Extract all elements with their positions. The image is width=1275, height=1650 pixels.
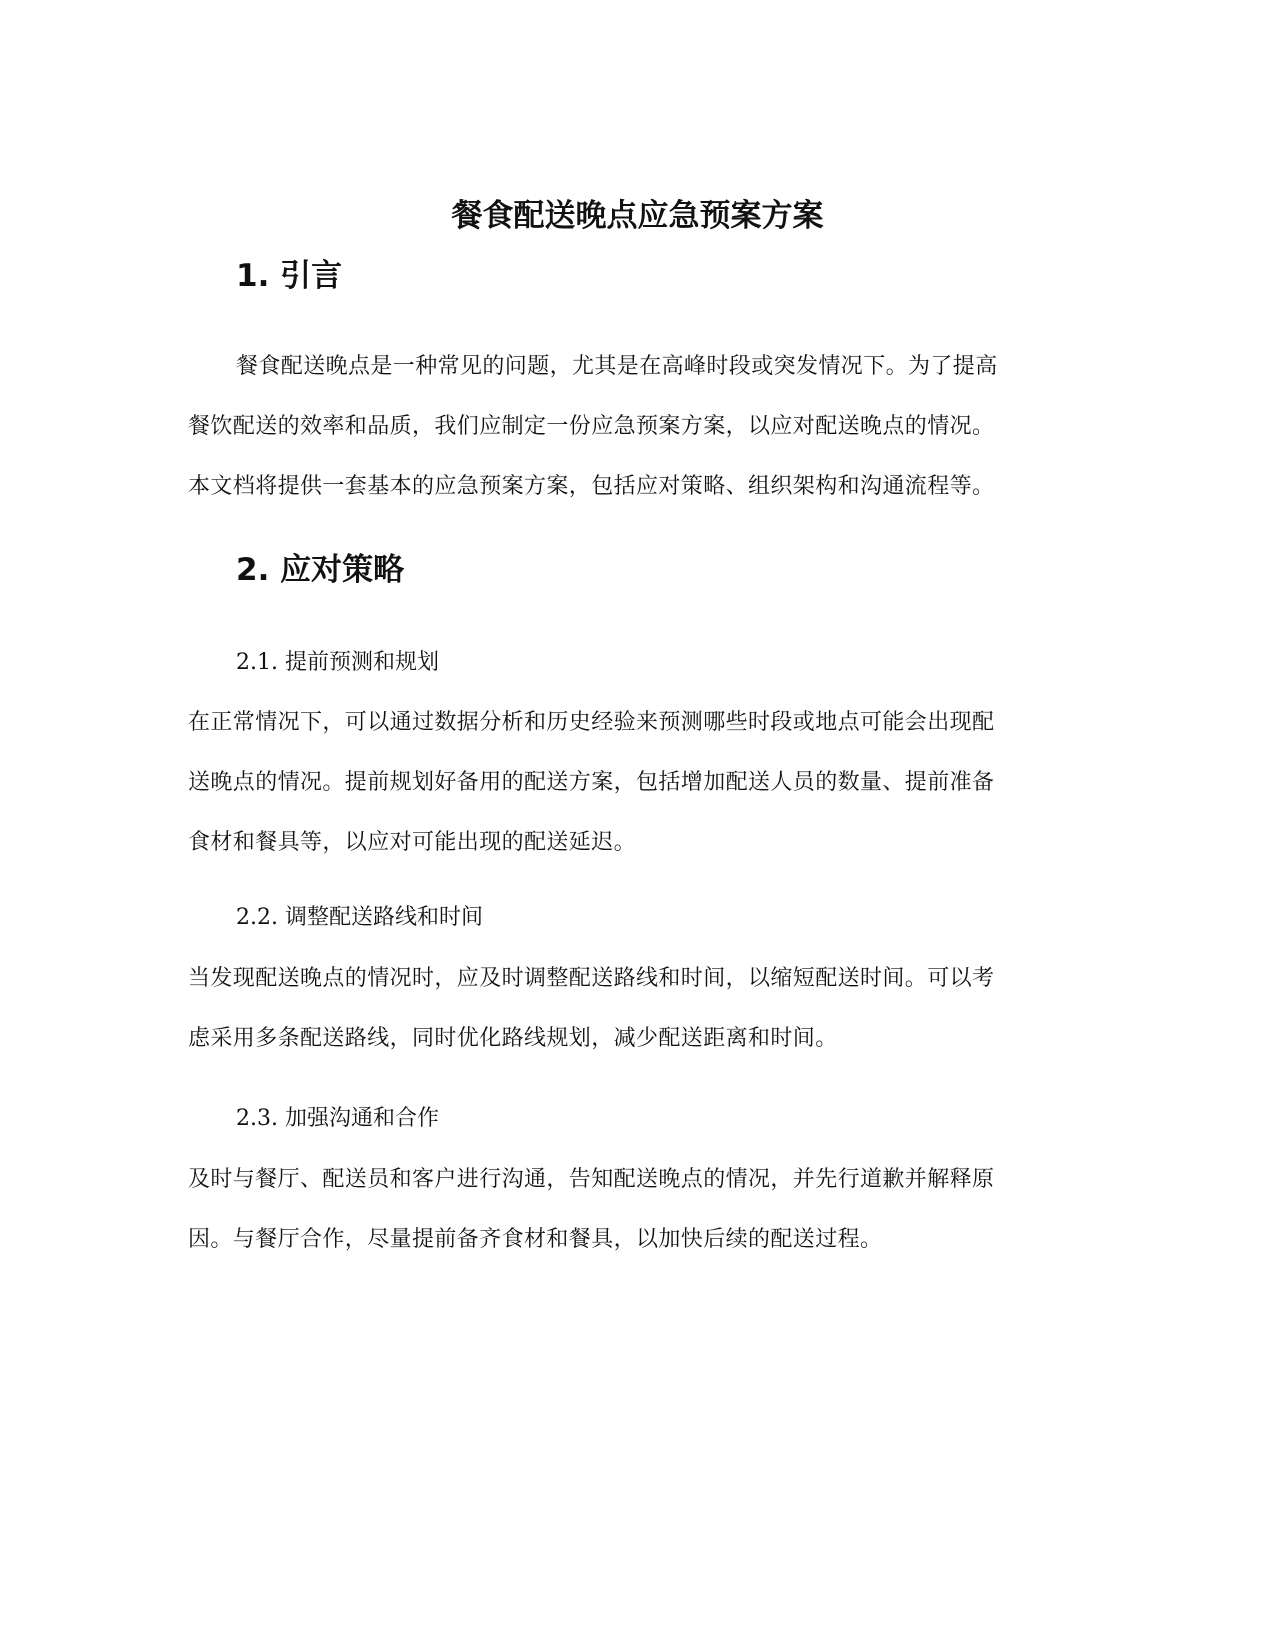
- paragraph-line: 因。与餐厅合作，尽量提前备齐食材和餐具，以加快后续的配送过程。: [188, 1227, 883, 1252]
- subsection-heading-communication: 2.3. 加强沟通和合作: [236, 1106, 439, 1131]
- paragraph-line: 餐食配送晚点是一种常见的问题，尤其是在高峰时段或突发情况下。为了提高: [236, 354, 998, 379]
- paragraph-line: 食材和餐具等，以应对可能出现的配送延迟。: [188, 830, 637, 855]
- paragraph-line: 送晚点的情况。提前规划好备用的配送方案，包括增加配送人员的数量、提前准备: [188, 770, 995, 795]
- intro-paragraph: [188, 337, 1088, 517]
- section-heading-strategy: 2. 应对策略: [236, 552, 405, 588]
- route-paragraph: [188, 949, 1088, 1069]
- paragraph-line: 当发现配送晚点的情况时，应及时调整配送路线和时间，以缩短配送时间。可以考: [188, 966, 995, 991]
- section-heading-intro: 1. 引言: [236, 258, 343, 294]
- communication-paragraph: [188, 1150, 1088, 1270]
- paragraph-line: 及时与餐厅、配送员和客户进行沟通，告知配送晚点的情况，并先行道歉并解释原: [188, 1167, 995, 1192]
- paragraph-line: 餐饮配送的效率和品质，我们应制定一份应急预案方案，以应对配送晚点的情况。: [188, 414, 995, 439]
- subsection-heading-forecast: 2.1. 提前预测和规划: [236, 650, 439, 675]
- subsection-heading-route: 2.2. 调整配送路线和时间: [236, 905, 483, 930]
- document-title: 餐食配送晚点应急预案方案: [451, 198, 824, 234]
- paragraph-line: 本文档将提供一套基本的应急预案方案，包括应对策略、组织架构和沟通流程等。: [188, 474, 995, 499]
- forecast-paragraph: [188, 693, 1088, 873]
- paragraph-line: 虑采用多条配送路线，同时优化路线规划，减少配送距离和时间。: [188, 1026, 838, 1051]
- paragraph-line: 在正常情况下，可以通过数据分析和历史经验来预测哪些时段或地点可能会出现配: [188, 710, 995, 735]
